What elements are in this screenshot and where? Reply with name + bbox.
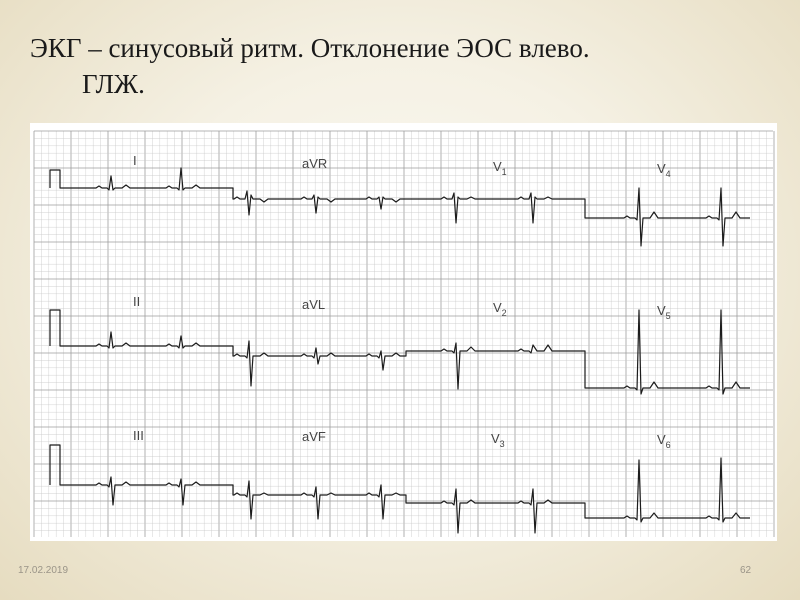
- lead-label-v6: $V_6$: [657, 432, 671, 450]
- lead-label-iii: III: [133, 428, 144, 443]
- lead-label-avf: aVF: [302, 429, 326, 444]
- slide-date: 17.02.2019: [18, 565, 69, 576]
- lead-label-avl: aVL: [302, 297, 326, 312]
- lead-label-ii: II: [133, 294, 141, 309]
- lead-label-i: I: [133, 153, 137, 168]
- ecg-trace-row-2: [50, 310, 750, 394]
- lead-label-v5: $V_5$: [657, 303, 671, 321]
- ecg-trace-row-3: [50, 445, 750, 533]
- lead-label-v4: $V_4$: [657, 161, 671, 179]
- title-line-2: ГЛЖ.: [82, 69, 145, 99]
- lead-label-v1: $V_1$: [493, 159, 507, 177]
- lead-label-avr: aVR: [302, 156, 328, 171]
- slide-page-number: 62: [740, 565, 752, 576]
- title-line-1: ЭКГ – синусовый ритм. Отклонение ЭОС влево.: [30, 33, 590, 63]
- lead-label-v2: $V_2$: [493, 300, 507, 318]
- ecg-image: [30, 123, 777, 541]
- slide-title: [30, 30, 770, 102]
- ecg-grid: [34, 131, 774, 537]
- ecg-trace-row-1: [50, 168, 750, 246]
- ecg-tracing: [30, 123, 777, 541]
- ecg-traces: [50, 168, 750, 533]
- lead-label-v3: $V_3$: [491, 431, 505, 449]
